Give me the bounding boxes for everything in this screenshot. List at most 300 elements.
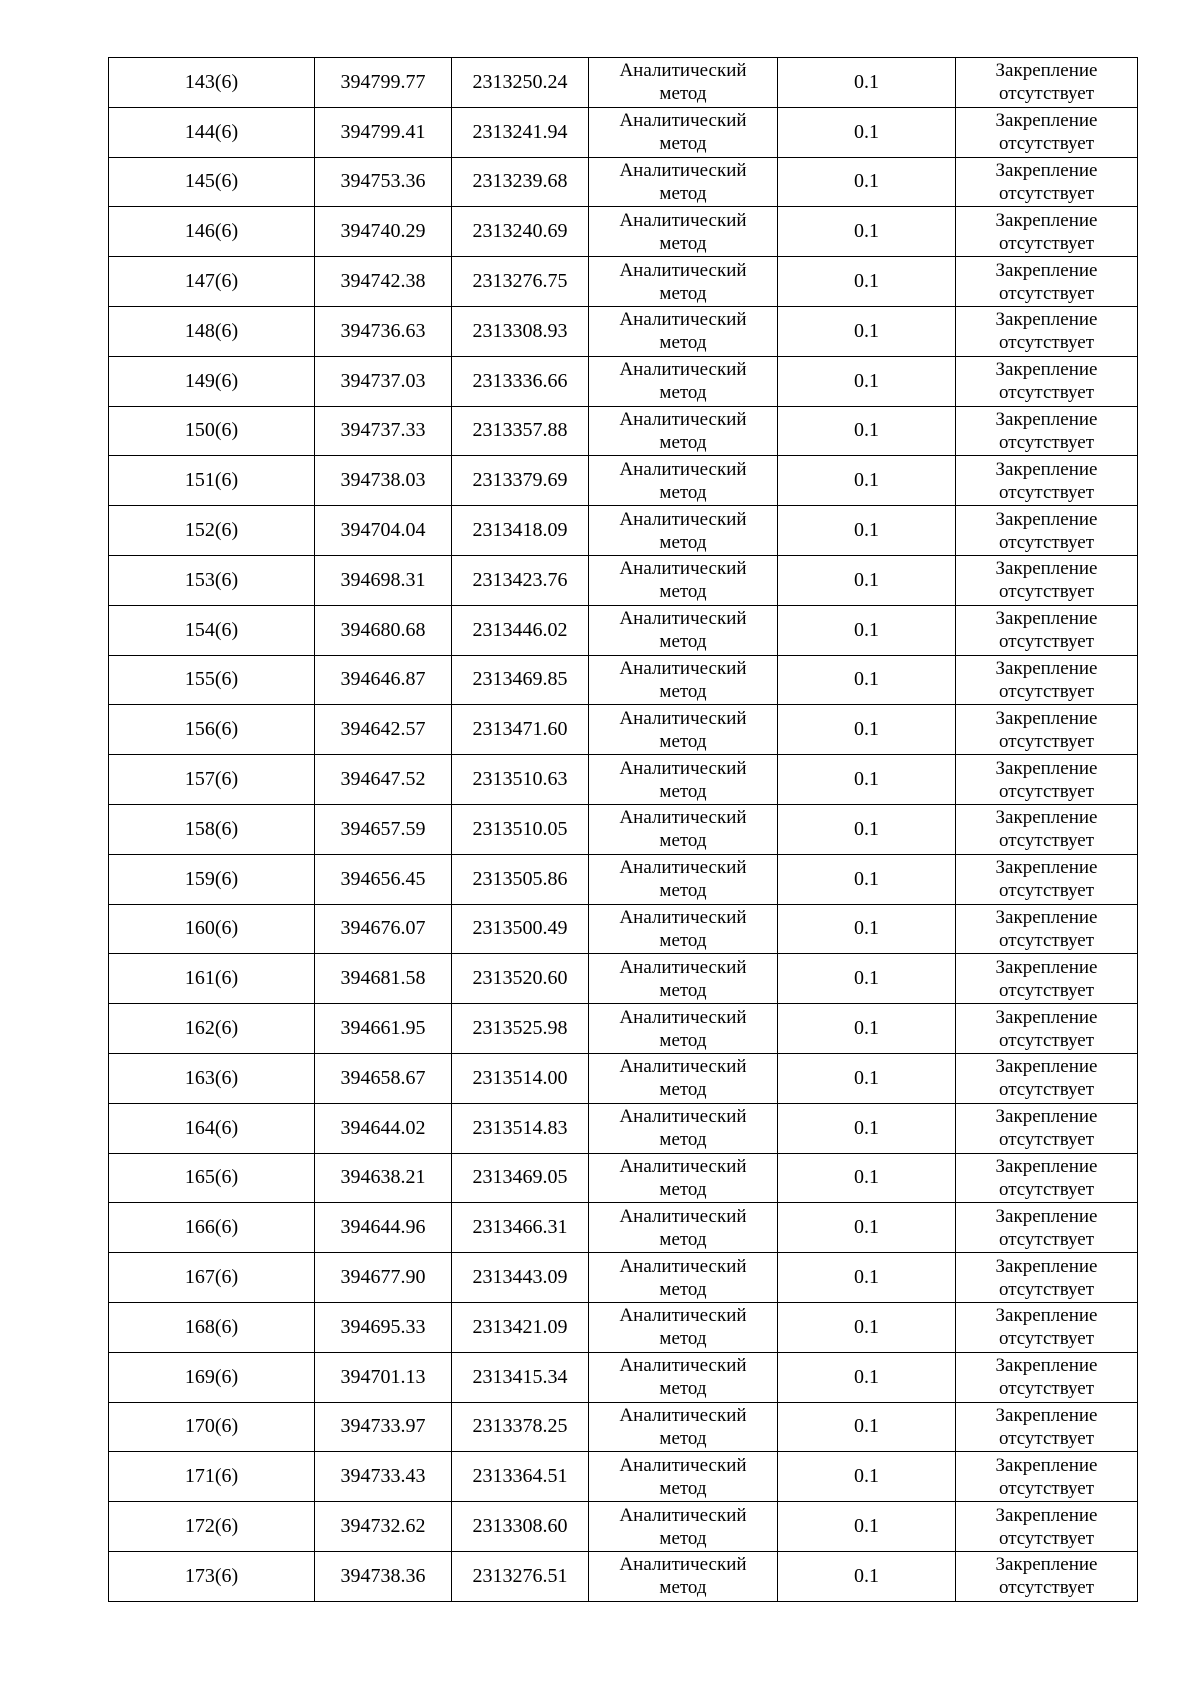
method-line-1: Аналитический (619, 956, 747, 978)
method-cell (589, 1203, 778, 1253)
fixation-line-2: отсутствует (998, 979, 1095, 1001)
y-coordinate-cell: 2313415.34 (452, 1352, 589, 1402)
fixation-line-1: Закрепление (995, 1155, 1098, 1177)
table-row (109, 1302, 1138, 1352)
method-line-1: Аналитический (619, 1155, 747, 1177)
fixation-cell (956, 207, 1138, 257)
method-line-2: метод (659, 1278, 707, 1300)
method-line-2: метод (659, 382, 707, 404)
method-line-2: метод (659, 332, 707, 354)
fixation-cell (956, 1402, 1138, 1452)
table-row (109, 207, 1138, 257)
fixation-cell (956, 1352, 1138, 1402)
method-cell (589, 1004, 778, 1054)
fixation-line-2: отсутствует (998, 1378, 1095, 1400)
fixation-cell (956, 954, 1138, 1004)
x-coordinate-cell: 394644.96 (315, 1203, 452, 1253)
fixation-line-1: Закрепление (995, 608, 1098, 630)
method-cell (589, 157, 778, 207)
table-row (109, 1203, 1138, 1253)
accuracy-cell: 0.1 (778, 1452, 956, 1502)
method-cell (589, 605, 778, 655)
method-line-2: метод (659, 631, 707, 653)
x-coordinate-cell: 394658.67 (315, 1053, 452, 1103)
method-cell (589, 1352, 778, 1402)
y-coordinate-cell: 2313446.02 (452, 605, 589, 655)
fixation-cell (956, 1502, 1138, 1552)
point-number-cell: 155(6) (109, 655, 315, 705)
x-coordinate-cell: 394656.45 (315, 854, 452, 904)
y-coordinate-cell: 2313336.66 (452, 356, 589, 406)
method-line-2: метод (659, 880, 707, 902)
method-cell (589, 356, 778, 406)
method-line-1: Аналитический (619, 906, 747, 928)
y-coordinate-cell: 2313471.60 (452, 705, 589, 755)
fixation-cell (956, 1302, 1138, 1352)
point-number-cell: 153(6) (109, 555, 315, 605)
accuracy-cell: 0.1 (778, 605, 956, 655)
fixation-line-1: Закрепление (995, 1454, 1098, 1476)
y-coordinate-cell: 2313510.05 (452, 804, 589, 854)
y-coordinate-cell: 2313469.85 (452, 655, 589, 705)
y-coordinate-cell: 2313308.60 (452, 1502, 589, 1552)
method-cell (589, 456, 778, 506)
fixation-cell (956, 705, 1138, 755)
table-row (109, 1004, 1138, 1054)
accuracy-cell: 0.1 (778, 1004, 956, 1054)
fixation-line-1: Закрепление (995, 458, 1098, 480)
fixation-cell (956, 605, 1138, 655)
point-number-cell: 161(6) (109, 954, 315, 1004)
fixation-cell (956, 655, 1138, 705)
table-row (109, 1402, 1138, 1452)
accuracy-cell: 0.1 (778, 804, 956, 854)
point-number-cell: 147(6) (109, 257, 315, 307)
x-coordinate-cell: 394677.90 (315, 1253, 452, 1303)
method-line-1: Аналитический (619, 1355, 747, 1377)
method-line-1: Аналитический (619, 60, 747, 82)
method-line-2: метод (659, 680, 707, 702)
method-cell (589, 1502, 778, 1552)
fixation-line-2: отсутствует (998, 1577, 1095, 1599)
y-coordinate-cell: 2313421.09 (452, 1302, 589, 1352)
y-coordinate-cell: 2313379.69 (452, 456, 589, 506)
accuracy-cell: 0.1 (778, 655, 956, 705)
x-coordinate-cell: 394638.21 (315, 1153, 452, 1203)
fixation-line-2: отсутствует (998, 481, 1095, 503)
point-number-cell: 160(6) (109, 904, 315, 954)
y-coordinate-cell: 2313418.09 (452, 506, 589, 556)
fixation-cell (956, 306, 1138, 356)
fixation-line-2: отсутствует (998, 531, 1095, 553)
fixation-line-2: отсутствует (998, 1129, 1095, 1151)
fixation-cell (956, 804, 1138, 854)
fixation-line-2: отсутствует (998, 581, 1095, 603)
method-cell (589, 1402, 778, 1452)
fixation-cell (956, 406, 1138, 456)
fixation-line-1: Закрепление (995, 906, 1098, 928)
fixation-cell (956, 58, 1138, 108)
method-cell (589, 306, 778, 356)
accuracy-cell: 0.1 (778, 1352, 956, 1402)
table-row (109, 605, 1138, 655)
accuracy-cell: 0.1 (778, 1402, 956, 1452)
method-line-1: Аналитический (619, 309, 747, 331)
method-cell (589, 655, 778, 705)
y-coordinate-cell: 2313423.76 (452, 555, 589, 605)
method-line-1: Аналитический (619, 1106, 747, 1128)
fixation-cell (956, 904, 1138, 954)
accuracy-cell: 0.1 (778, 904, 956, 954)
fixation-line-2: отсутствует (998, 83, 1095, 105)
table-row (109, 1452, 1138, 1502)
point-number-cell: 152(6) (109, 506, 315, 556)
fixation-cell (956, 1103, 1138, 1153)
method-line-1: Аналитический (619, 1305, 747, 1327)
method-line-1: Аналитический (619, 159, 747, 181)
x-coordinate-cell: 394680.68 (315, 605, 452, 655)
method-line-1: Аналитический (619, 1504, 747, 1526)
fixation-line-1: Закрепление (995, 209, 1098, 231)
fixation-line-2: отсутствует (998, 1079, 1095, 1101)
point-number-cell: 170(6) (109, 1402, 315, 1452)
table-row (109, 257, 1138, 307)
x-coordinate-cell: 394661.95 (315, 1004, 452, 1054)
method-cell (589, 1053, 778, 1103)
method-cell (589, 257, 778, 307)
method-line-1: Аналитический (619, 1404, 747, 1426)
x-coordinate-cell: 394738.03 (315, 456, 452, 506)
fixation-line-1: Закрепление (995, 259, 1098, 281)
point-number-cell: 150(6) (109, 406, 315, 456)
table-row (109, 555, 1138, 605)
method-cell (589, 555, 778, 605)
method-line-2: метод (659, 1477, 707, 1499)
method-line-2: метод (659, 581, 707, 603)
method-line-1: Аналитический (619, 1255, 747, 1277)
y-coordinate-cell: 2313500.49 (452, 904, 589, 954)
table-row (109, 1103, 1138, 1153)
method-cell (589, 406, 778, 456)
accuracy-cell: 0.1 (778, 506, 956, 556)
table-row (109, 755, 1138, 805)
fixation-line-2: отсутствует (998, 929, 1095, 951)
fixation-line-2: отсутствует (998, 182, 1095, 204)
x-coordinate-cell: 394740.29 (315, 207, 452, 257)
method-cell (589, 107, 778, 157)
fixation-line-2: отсутствует (998, 1228, 1095, 1250)
method-cell (589, 804, 778, 854)
y-coordinate-cell: 2313276.51 (452, 1551, 589, 1601)
x-coordinate-cell: 394695.33 (315, 1302, 452, 1352)
method-line-1: Аналитический (619, 558, 747, 580)
x-coordinate-cell: 394737.03 (315, 356, 452, 406)
fixation-line-1: Закрепление (995, 359, 1098, 381)
fixation-cell (956, 456, 1138, 506)
fixation-line-2: отсутствует (998, 1427, 1095, 1449)
table-row (109, 904, 1138, 954)
table-row (109, 506, 1138, 556)
point-number-cell: 173(6) (109, 1551, 315, 1601)
method-line-1: Аналитический (619, 807, 747, 829)
point-number-cell: 156(6) (109, 705, 315, 755)
table-row (109, 107, 1138, 157)
method-line-1: Аналитический (619, 757, 747, 779)
point-number-cell: 149(6) (109, 356, 315, 406)
fixation-line-2: отсутствует (998, 232, 1095, 254)
point-number-cell: 143(6) (109, 58, 315, 108)
y-coordinate-cell: 2313466.31 (452, 1203, 589, 1253)
accuracy-cell: 0.1 (778, 854, 956, 904)
fixation-line-1: Закрепление (995, 558, 1098, 580)
method-line-2: метод (659, 1378, 707, 1400)
fixation-line-1: Закрепление (995, 1504, 1098, 1526)
x-coordinate-cell: 394647.52 (315, 755, 452, 805)
x-coordinate-cell: 394799.77 (315, 58, 452, 108)
point-number-cell: 154(6) (109, 605, 315, 655)
method-line-2: метод (659, 133, 707, 155)
fixation-line-1: Закрепление (995, 508, 1098, 530)
x-coordinate-cell: 394742.38 (315, 257, 452, 307)
x-coordinate-cell: 394737.33 (315, 406, 452, 456)
method-line-2: метод (659, 1577, 707, 1599)
fixation-line-1: Закрепление (995, 1205, 1098, 1227)
fixation-line-2: отсутствует (998, 1178, 1095, 1200)
fixation-line-2: отсутствует (998, 1477, 1095, 1499)
method-line-1: Аналитический (619, 209, 747, 231)
method-cell (589, 1302, 778, 1352)
method-line-2: метод (659, 1527, 707, 1549)
method-line-1: Аналитический (619, 110, 747, 132)
y-coordinate-cell: 2313525.98 (452, 1004, 589, 1054)
point-number-cell: 151(6) (109, 456, 315, 506)
method-line-2: метод (659, 1079, 707, 1101)
x-coordinate-cell: 394681.58 (315, 954, 452, 1004)
accuracy-cell: 0.1 (778, 456, 956, 506)
table-row (109, 1352, 1138, 1402)
accuracy-cell: 0.1 (778, 1203, 956, 1253)
accuracy-cell: 0.1 (778, 58, 956, 108)
x-coordinate-cell: 394676.07 (315, 904, 452, 954)
fixation-line-2: отсутствует (998, 431, 1095, 453)
accuracy-cell: 0.1 (778, 356, 956, 406)
fixation-cell (956, 854, 1138, 904)
fixation-line-1: Закрепление (995, 309, 1098, 331)
accuracy-cell: 0.1 (778, 755, 956, 805)
table-row (109, 854, 1138, 904)
fixation-line-2: отсутствует (998, 1029, 1095, 1051)
method-line-1: Аналитический (619, 608, 747, 630)
fixation-line-2: отсутствует (998, 332, 1095, 354)
method-cell (589, 207, 778, 257)
point-number-cell: 171(6) (109, 1452, 315, 1502)
method-line-2: метод (659, 182, 707, 204)
method-line-1: Аналитический (619, 259, 747, 281)
method-line-2: метод (659, 730, 707, 752)
point-number-cell: 162(6) (109, 1004, 315, 1054)
method-line-2: метод (659, 830, 707, 852)
fixation-line-2: отсутствует (998, 730, 1095, 752)
table-row (109, 1253, 1138, 1303)
method-cell (589, 954, 778, 1004)
accuracy-cell: 0.1 (778, 555, 956, 605)
point-number-cell: 148(6) (109, 306, 315, 356)
method-line-2: метод (659, 232, 707, 254)
x-coordinate-cell: 394646.87 (315, 655, 452, 705)
method-cell (589, 705, 778, 755)
point-number-cell: 172(6) (109, 1502, 315, 1552)
x-coordinate-cell: 394736.63 (315, 306, 452, 356)
point-number-cell: 166(6) (109, 1203, 315, 1253)
table-row (109, 406, 1138, 456)
fixation-line-1: Закрепление (995, 1404, 1098, 1426)
y-coordinate-cell: 2313469.05 (452, 1153, 589, 1203)
fixation-cell (956, 555, 1138, 605)
point-number-cell: 146(6) (109, 207, 315, 257)
x-coordinate-cell: 394698.31 (315, 555, 452, 605)
method-line-2: метод (659, 1228, 707, 1250)
accuracy-cell: 0.1 (778, 1253, 956, 1303)
fixation-line-1: Закрепление (995, 757, 1098, 779)
fixation-line-1: Закрепление (995, 1255, 1098, 1277)
method-line-1: Аналитический (619, 508, 747, 530)
accuracy-cell: 0.1 (778, 406, 956, 456)
fixation-line-2: отсутствует (998, 133, 1095, 155)
fixation-cell (956, 755, 1138, 805)
method-line-2: метод (659, 979, 707, 1001)
fixation-line-1: Закрепление (995, 1554, 1098, 1576)
method-cell (589, 506, 778, 556)
point-number-cell: 165(6) (109, 1153, 315, 1203)
method-line-2: метод (659, 1328, 707, 1350)
y-coordinate-cell: 2313443.09 (452, 1253, 589, 1303)
fixation-line-1: Закрепление (995, 408, 1098, 430)
point-number-cell: 144(6) (109, 107, 315, 157)
y-coordinate-cell: 2313239.68 (452, 157, 589, 207)
accuracy-cell: 0.1 (778, 705, 956, 755)
fixation-cell (956, 356, 1138, 406)
fixation-line-1: Закрепление (995, 707, 1098, 729)
fixation-line-2: отсутствует (998, 880, 1095, 902)
y-coordinate-cell: 2313520.60 (452, 954, 589, 1004)
method-line-2: метод (659, 1178, 707, 1200)
accuracy-cell: 0.1 (778, 954, 956, 1004)
fixation-cell (956, 1551, 1138, 1601)
method-line-2: метод (659, 929, 707, 951)
point-number-cell: 157(6) (109, 755, 315, 805)
fixation-cell (956, 1203, 1138, 1253)
method-line-2: метод (659, 1029, 707, 1051)
fixation-line-1: Закрепление (995, 1106, 1098, 1128)
fixation-line-1: Закрепление (995, 1355, 1098, 1377)
fixation-cell (956, 1452, 1138, 1502)
method-line-1: Аналитический (619, 408, 747, 430)
table-row (109, 306, 1138, 356)
table-row (109, 1502, 1138, 1552)
method-line-2: метод (659, 1427, 707, 1449)
fixation-cell (956, 506, 1138, 556)
x-coordinate-cell: 394732.62 (315, 1502, 452, 1552)
fixation-line-1: Закрепление (995, 1305, 1098, 1327)
fixation-line-2: отсутствует (998, 1527, 1095, 1549)
fixation-line-1: Закрепление (995, 857, 1098, 879)
method-line-1: Аналитический (619, 359, 747, 381)
point-number-cell: 169(6) (109, 1352, 315, 1402)
accuracy-cell: 0.1 (778, 1153, 956, 1203)
point-number-cell: 164(6) (109, 1103, 315, 1153)
y-coordinate-cell: 2313308.93 (452, 306, 589, 356)
fixation-line-2: отсутствует (998, 780, 1095, 802)
method-line-2: метод (659, 282, 707, 304)
fixation-cell (956, 257, 1138, 307)
y-coordinate-cell: 2313276.75 (452, 257, 589, 307)
x-coordinate-cell: 394733.43 (315, 1452, 452, 1502)
fixation-line-1: Закрепление (995, 110, 1098, 132)
y-coordinate-cell: 2313505.86 (452, 854, 589, 904)
fixation-cell (956, 1253, 1138, 1303)
method-line-2: метод (659, 531, 707, 553)
method-cell (589, 755, 778, 805)
method-line-1: Аналитический (619, 1554, 747, 1576)
fixation-line-1: Закрепление (995, 1056, 1098, 1078)
x-coordinate-cell: 394738.36 (315, 1551, 452, 1601)
accuracy-cell: 0.1 (778, 306, 956, 356)
fixation-line-1: Закрепление (995, 60, 1098, 82)
table-row (109, 356, 1138, 406)
y-coordinate-cell: 2313240.69 (452, 207, 589, 257)
table-row (109, 58, 1138, 108)
fixation-line-2: отсутствует (998, 631, 1095, 653)
fixation-line-1: Закрепление (995, 956, 1098, 978)
point-number-cell: 158(6) (109, 804, 315, 854)
x-coordinate-cell: 394733.97 (315, 1402, 452, 1452)
fixation-cell (956, 1053, 1138, 1103)
method-line-1: Аналитический (619, 1056, 747, 1078)
table-row (109, 655, 1138, 705)
table-row (109, 804, 1138, 854)
table-body (109, 58, 1138, 1602)
fixation-cell (956, 1153, 1138, 1203)
table-row (109, 456, 1138, 506)
y-coordinate-cell: 2313514.83 (452, 1103, 589, 1153)
accuracy-cell: 0.1 (778, 1551, 956, 1601)
y-coordinate-cell: 2313510.63 (452, 755, 589, 805)
y-coordinate-cell: 2313250.24 (452, 58, 589, 108)
method-line-2: метод (659, 481, 707, 503)
point-number-cell: 163(6) (109, 1053, 315, 1103)
point-number-cell: 167(6) (109, 1253, 315, 1303)
method-cell (589, 1153, 778, 1203)
method-line-1: Аналитический (619, 1006, 747, 1028)
x-coordinate-cell: 394657.59 (315, 804, 452, 854)
y-coordinate-cell: 2313514.00 (452, 1053, 589, 1103)
x-coordinate-cell: 394644.02 (315, 1103, 452, 1153)
method-cell (589, 1253, 778, 1303)
fixation-line-2: отсутствует (998, 830, 1095, 852)
fixation-line-2: отсутствует (998, 1328, 1095, 1350)
method-line-2: метод (659, 1129, 707, 1151)
x-coordinate-cell: 394799.41 (315, 107, 452, 157)
method-cell (589, 1452, 778, 1502)
fixation-cell (956, 157, 1138, 207)
fixation-line-1: Закрепление (995, 1006, 1098, 1028)
fixation-line-1: Закрепление (995, 159, 1098, 181)
accuracy-cell: 0.1 (778, 207, 956, 257)
method-line-1: Аналитический (619, 1454, 747, 1476)
method-line-1: Аналитический (619, 857, 747, 879)
accuracy-cell: 0.1 (778, 107, 956, 157)
method-cell (589, 1103, 778, 1153)
